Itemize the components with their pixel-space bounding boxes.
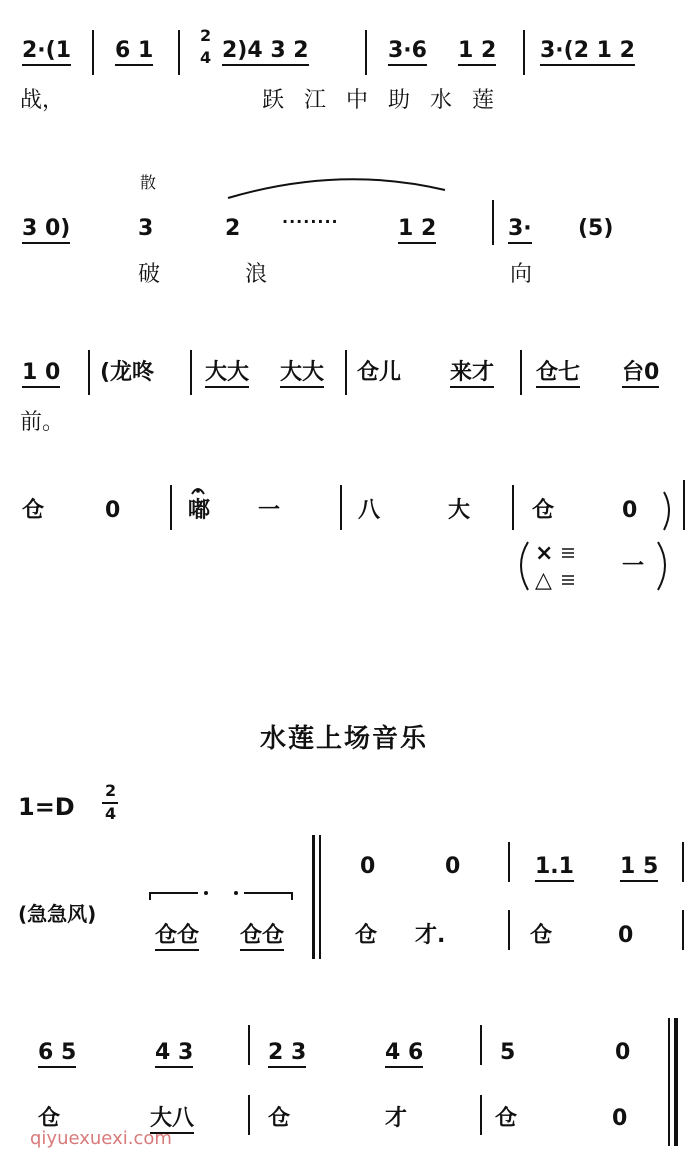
percussion: 仓仓 xyxy=(155,925,199,951)
percussion: 嘟 xyxy=(188,498,211,523)
part-label: (急急风) xyxy=(18,902,97,926)
note: 3·(2 1 2 xyxy=(540,40,635,66)
percussion: △ xyxy=(535,568,552,593)
barline xyxy=(508,910,510,950)
time-sig: 4 xyxy=(200,48,212,67)
percussion: 仓 xyxy=(38,1106,61,1131)
note: (5) xyxy=(578,216,614,241)
time-sig-top: 2 xyxy=(105,781,117,800)
percussion: 才. xyxy=(415,923,446,948)
percussion: 仓 xyxy=(355,923,378,948)
time-sig: 2 xyxy=(200,26,212,45)
note: 3·6 xyxy=(388,40,427,66)
percussion: 一 xyxy=(622,554,645,579)
percussion: 台0 xyxy=(622,362,659,388)
lyric: 前。 xyxy=(20,410,65,435)
final-bar-thin xyxy=(668,1018,670,1146)
percussion: 仓 xyxy=(268,1106,291,1131)
percussion: 一 xyxy=(258,498,281,523)
barline xyxy=(682,842,684,882)
note: 1 2 xyxy=(458,40,496,66)
percussion: 仓 xyxy=(532,498,555,523)
barline xyxy=(248,1095,250,1135)
percussion: 仓仓 xyxy=(240,925,284,951)
lyric: 跃江中助水莲 xyxy=(262,88,515,113)
percussion: 大大 xyxy=(205,362,249,388)
percussion: 八 xyxy=(358,498,381,523)
percussion: 0 xyxy=(618,923,634,948)
percussion: 大大 xyxy=(280,362,324,388)
time-sig-bottom: 4 xyxy=(105,804,117,823)
percussion: 仓 xyxy=(530,923,553,948)
note: 4 3 xyxy=(155,1042,193,1068)
piece-title: 水莲上场音乐 xyxy=(260,724,429,754)
note: 1.1 xyxy=(535,856,574,882)
note: 6 1 xyxy=(115,40,153,66)
final-bar-thick xyxy=(674,1018,678,1146)
lyric: 浪 xyxy=(245,262,268,287)
barline xyxy=(248,1025,250,1065)
note: 2·(1 xyxy=(22,40,71,66)
note: 0 xyxy=(360,854,376,879)
barline xyxy=(682,910,684,950)
percussion: × xyxy=(535,541,554,566)
note: 2 3 xyxy=(268,1042,306,1068)
repeat-bar-thin xyxy=(319,835,321,959)
note: 1 2 xyxy=(398,218,436,244)
lyric: 破 xyxy=(138,262,161,287)
barline xyxy=(508,842,510,882)
percussion: 来才 xyxy=(450,362,494,388)
percussion: 大 xyxy=(448,498,471,523)
note: 3 0) xyxy=(22,218,70,244)
trill: ········ xyxy=(282,212,339,231)
note: 5 xyxy=(500,1040,516,1065)
percussion: 0 xyxy=(622,498,638,523)
percussion: 仓 xyxy=(495,1106,518,1131)
percussion: 才 xyxy=(385,1106,408,1131)
percussion: 0 xyxy=(612,1106,628,1131)
note: 1 0 xyxy=(22,362,60,388)
repeat-bar-thick xyxy=(312,835,315,959)
note: 2)4 3 2 xyxy=(222,40,309,66)
percussion: 0 xyxy=(105,498,121,523)
lyric: 战， xyxy=(20,88,65,113)
lyric: 向 xyxy=(510,262,533,287)
note: 0 xyxy=(615,1040,631,1065)
note: 1 5 xyxy=(620,856,658,882)
note: 3 xyxy=(138,216,154,241)
percussion: 仓七 xyxy=(536,362,580,388)
percussion: 仓儿 xyxy=(357,360,402,385)
barline xyxy=(480,1025,482,1065)
percussion: 仓 xyxy=(22,498,45,523)
note: 0 xyxy=(445,854,461,879)
key-signature: 1=D xyxy=(18,793,75,821)
percussion: (龙咚 xyxy=(100,360,155,385)
barline xyxy=(480,1095,482,1135)
tempo-marking: 散 xyxy=(140,173,157,192)
note: 2 xyxy=(225,216,241,241)
watermark: qiyuexuexi.com xyxy=(30,1128,172,1149)
percussion: 大八 xyxy=(150,1108,194,1134)
note: 3· xyxy=(508,218,532,244)
note: 6 5 xyxy=(38,1042,76,1068)
note: 4 6 xyxy=(385,1042,423,1068)
